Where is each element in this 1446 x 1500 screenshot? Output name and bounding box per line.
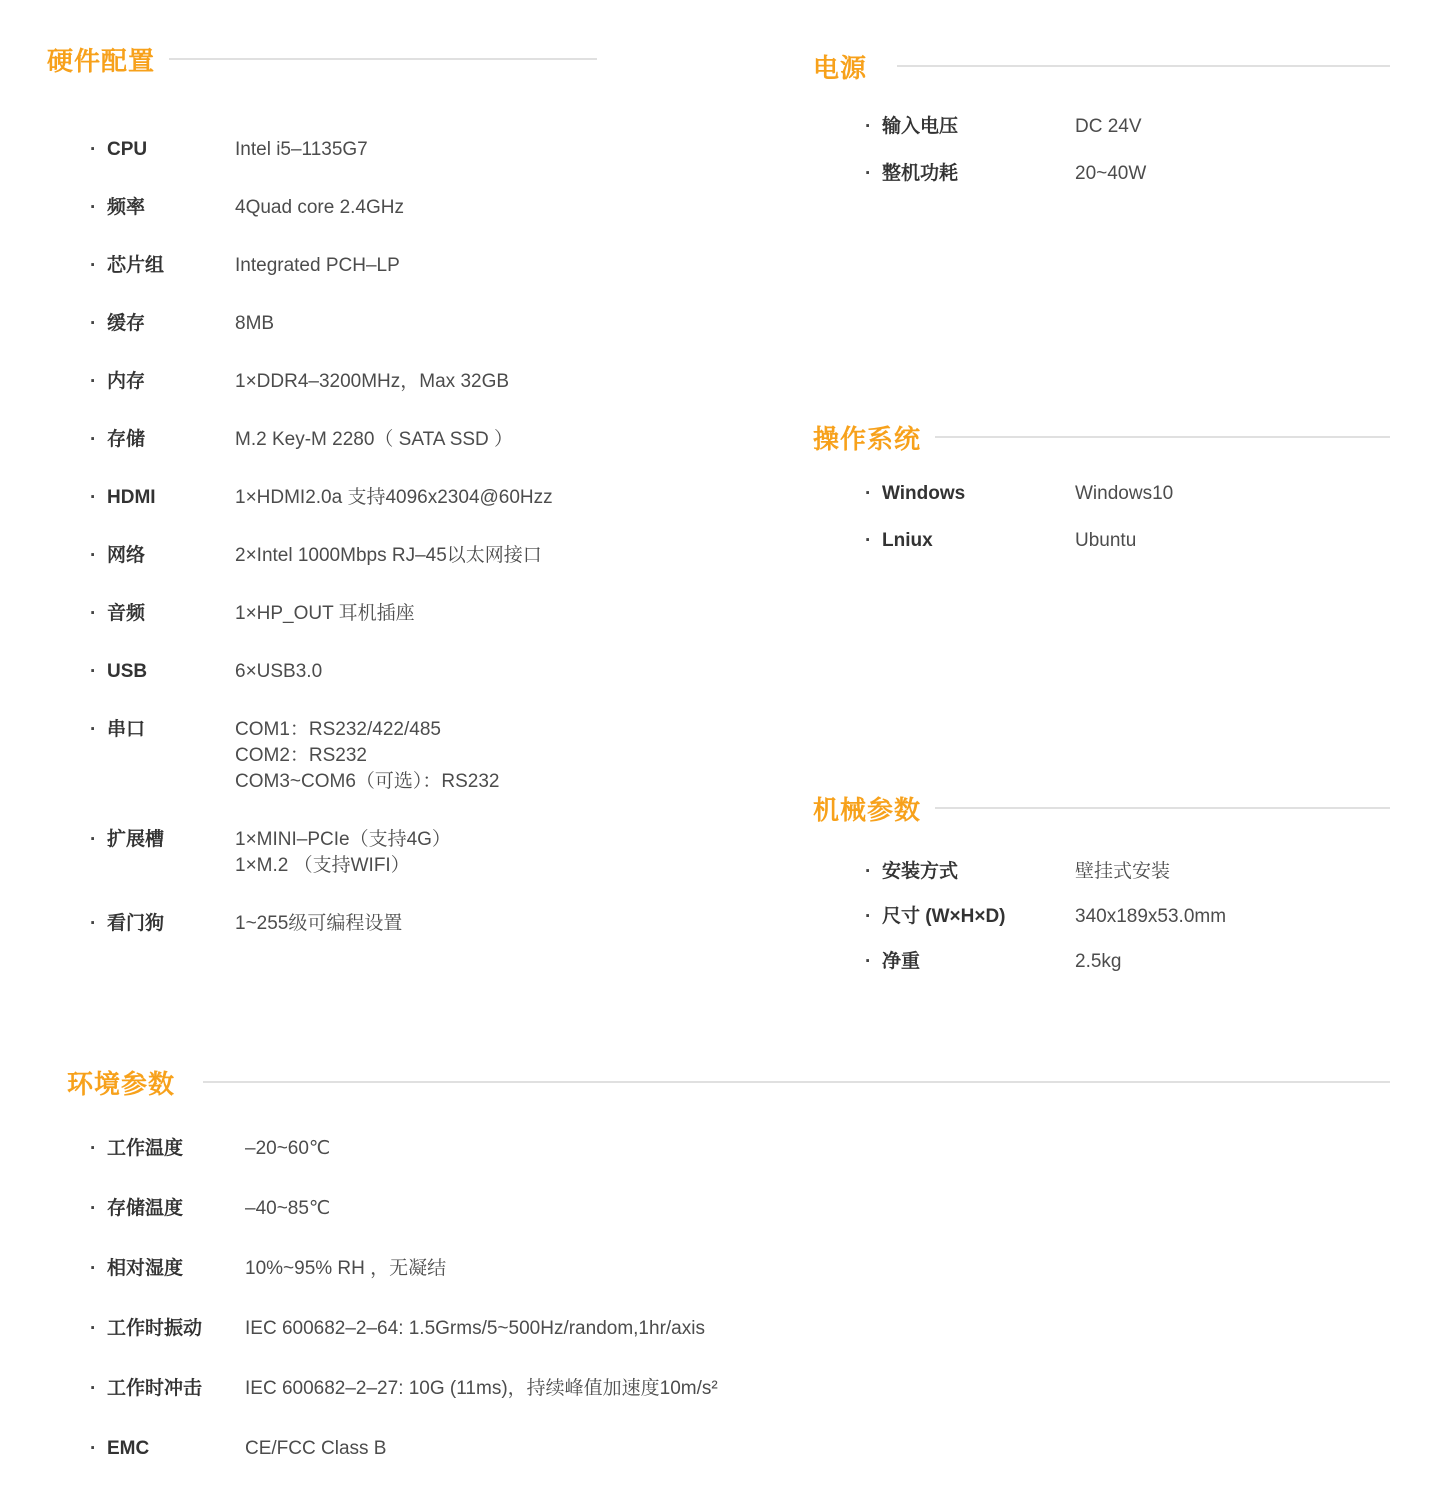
spec-label: 串口: [107, 719, 146, 740]
bullet-icon: ·: [90, 719, 97, 740]
bullet-icon: ·: [865, 951, 872, 972]
section-hardware: [47, 41, 597, 969]
spec-row: [47, 659, 597, 685]
section-environment: [67, 1064, 1390, 1496]
spec-row: [47, 485, 597, 511]
spec-rows: [813, 481, 1390, 554]
bullet-icon: ·: [90, 913, 97, 934]
spec-label: 音频: [107, 603, 146, 624]
divider: [935, 436, 1390, 438]
spec-label: 扩展槽: [107, 829, 165, 850]
bullet-icon: ·: [90, 429, 97, 450]
spec-row: [47, 717, 597, 795]
spec-value-line: 1×M.2 （支持WIFI）: [235, 855, 410, 876]
spec-value: 10%~95% RH ，无凝结: [245, 1258, 447, 1279]
spec-row: [813, 481, 1390, 507]
spec-label: 输入电压: [882, 116, 959, 137]
bullet-icon: ·: [865, 861, 872, 882]
spec-row: [47, 369, 597, 395]
spec-value: CE/FCC Class B: [245, 1438, 387, 1459]
spec-value: 340x189x53.0mm: [1075, 906, 1227, 927]
spec-label: CPU: [107, 139, 148, 160]
spec-row: [813, 161, 1390, 187]
spec-value: DC 24V: [1075, 116, 1142, 137]
spec-row: [67, 1196, 1390, 1222]
spec-value: 20~40W: [1075, 163, 1147, 184]
bullet-icon: ·: [865, 483, 872, 504]
bullet-icon: ·: [90, 139, 97, 160]
spec-label: 看门狗: [107, 913, 165, 934]
spec-label: 安装方式: [882, 861, 959, 882]
spec-value-line: COM3~COM6（可选）：RS232: [235, 771, 500, 792]
section-os: [813, 419, 1390, 575]
spec-label: Lniux: [882, 530, 933, 551]
divider: [935, 807, 1390, 809]
spec-value: IEC 600682–2–64: 1.5Grms/5~500Hz/random,1hr/axis: [245, 1318, 705, 1339]
spec-rows: [813, 114, 1390, 187]
section-header: [813, 48, 1390, 84]
bullet-icon: ·: [90, 255, 97, 276]
spec-label: 内存: [107, 371, 146, 392]
spec-label: HDMI: [107, 487, 156, 508]
bullet-icon: ·: [90, 603, 97, 624]
spec-label: 工作温度: [107, 1138, 184, 1159]
section-header: [67, 1064, 1390, 1100]
spec-row: [47, 911, 597, 937]
spec-row: [47, 311, 597, 337]
spec-row: [47, 601, 597, 627]
spec-value: –40~85℃: [245, 1198, 331, 1219]
spec-label: Windows: [882, 483, 966, 504]
spec-value: 1×HDMI2.0a 支持4096x2304@60Hzz: [235, 487, 553, 508]
spec-value: 2.5kg: [1075, 951, 1122, 972]
spec-value: 壁挂式安装: [1075, 861, 1171, 882]
bullet-icon: ·: [90, 1138, 97, 1159]
spec-value: 8MB: [235, 313, 275, 334]
spec-row: [47, 137, 597, 163]
spec-value: M.2 Key-M 2280（ SATA SSD ）: [235, 429, 514, 450]
section-mechanical: [813, 790, 1390, 994]
spec-row: [813, 859, 1390, 885]
spec-value: 1~255级可编程设置: [235, 913, 403, 934]
spec-value: 2×Intel 1000Mbps RJ–45以太网接口: [235, 545, 542, 566]
spec-label: 存储: [107, 429, 146, 450]
bullet-icon: ·: [865, 530, 872, 551]
spec-row: [813, 114, 1390, 140]
spec-row: [47, 253, 597, 279]
bullet-icon: ·: [90, 1258, 97, 1279]
bullet-icon: ·: [90, 197, 97, 218]
spec-value: [235, 827, 451, 879]
spec-value: 1×DDR4–3200MHz，Max 32GB: [235, 371, 510, 392]
bullet-icon: ·: [90, 487, 97, 508]
bullet-icon: ·: [865, 163, 872, 184]
spec-row: [67, 1376, 1390, 1402]
spec-row: [47, 427, 597, 453]
spec-label: 存储温度: [107, 1198, 184, 1219]
bullet-icon: ·: [90, 1318, 97, 1339]
spec-label: 缓存: [107, 313, 146, 334]
spec-label: 芯片组: [107, 255, 165, 276]
spec-row: [813, 904, 1390, 930]
section-title: 硬件配置: [47, 45, 156, 76]
section-header: [813, 419, 1390, 455]
bullet-icon: ·: [90, 545, 97, 566]
spec-label: EMC: [107, 1438, 150, 1459]
spec-value: IEC 600682–2–27: 10G (11ms)，持续峰值加速度10m/s²: [245, 1378, 718, 1399]
spec-label: 整机功耗: [882, 163, 959, 184]
section-title: 操作系统: [813, 423, 922, 454]
section-header: [813, 790, 1390, 826]
bullet-icon: ·: [90, 1438, 97, 1459]
spec-row: [47, 827, 597, 879]
spec-row: [47, 195, 597, 221]
bullet-icon: ·: [865, 906, 872, 927]
spec-value-line: COM1：RS232/422/485: [235, 719, 441, 740]
spec-value: [235, 717, 499, 795]
divider: [169, 58, 597, 60]
spec-rows: [47, 137, 597, 937]
spec-rows: [67, 1136, 1390, 1462]
section-title: 环境参数: [67, 1068, 176, 1099]
bullet-icon: ·: [90, 1198, 97, 1219]
spec-value-line: COM2：RS232: [235, 745, 367, 766]
spec-row: [67, 1436, 1390, 1462]
bullet-icon: ·: [865, 116, 872, 137]
spec-label: 网络: [107, 545, 146, 566]
section-power: [813, 48, 1390, 208]
spec-row: [67, 1256, 1390, 1282]
spec-value: 4Quad core 2.4GHz: [235, 197, 404, 218]
section-header: [47, 41, 597, 77]
spec-value: Windows10: [1075, 483, 1174, 504]
spec-value: 1×HP_OUT 耳机插座: [235, 603, 415, 624]
divider: [203, 1081, 1390, 1083]
spec-row: [67, 1136, 1390, 1162]
bullet-icon: ·: [90, 829, 97, 850]
divider: [897, 65, 1390, 67]
spec-label: 工作时冲击: [107, 1378, 203, 1399]
bullet-icon: ·: [90, 1378, 97, 1399]
spec-value: 6×USB3.0: [235, 661, 323, 682]
spec-row: [813, 528, 1390, 554]
spec-label: 频率: [107, 197, 146, 218]
bullet-icon: ·: [90, 313, 97, 334]
spec-label: 相对湿度: [107, 1258, 184, 1279]
spec-row: [67, 1316, 1390, 1342]
section-title: 机械参数: [813, 794, 922, 825]
spec-rows: [813, 859, 1390, 975]
section-title: 电源: [813, 52, 868, 83]
bullet-icon: ·: [90, 661, 97, 682]
spec-row: [47, 543, 597, 569]
spec-value: Integrated PCH–LP: [235, 255, 400, 276]
spec-label: USB: [107, 661, 148, 682]
spec-label: 净重: [882, 951, 921, 972]
spec-value-line: 1×MINI–PCIe（支持4G）: [235, 829, 451, 850]
spec-value: Intel i5–1135G7: [235, 139, 368, 160]
spec-label: 工作时振动: [107, 1318, 203, 1339]
spec-value: –20~60℃: [245, 1138, 331, 1159]
bullet-icon: ·: [90, 371, 97, 392]
spec-row: [813, 949, 1390, 975]
spec-label: 尺寸 (W×H×D): [882, 906, 1006, 927]
spec-value: Ubuntu: [1075, 530, 1137, 551]
